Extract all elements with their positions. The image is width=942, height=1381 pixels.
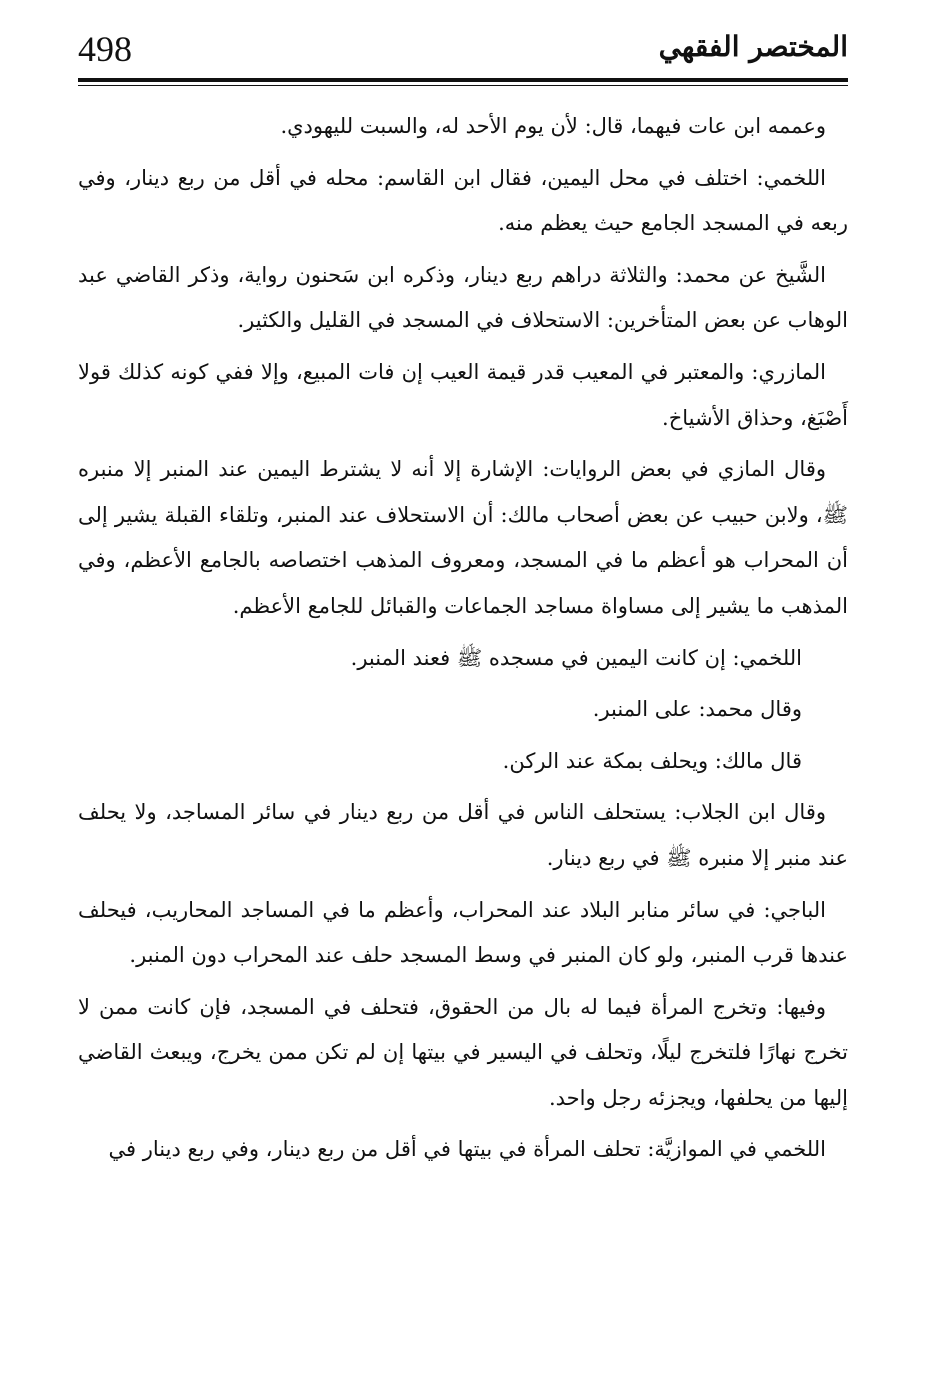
paragraph: قال مالك: ويحلف بمكة عند الركن. — [502, 748, 802, 773]
paragraph: اللخمي: إن كانت اليمين في مسجده ﷺ فعند المنبر. — [350, 645, 802, 670]
header-rule-thick — [78, 78, 848, 82]
paragraph: وقال المازي في بعض الروايات: الإشارة إلا أنه لا يشترط اليمين عند المنبر إلا منبره ﷺ، ولابن حبيب عن بعض أصحاب مالك: أن الاستحلاف عند المنبر، وتلقاء القبلة يشير إلى أن المحراب هو أعظم ما في المسجد، ومعروف المذهب اختصاصه بالجامع الأعظم، وفي المذهب ما يشير إلى مساواة مساجد الجماعات والقبائل للجامع الأعظم. — [78, 457, 848, 618]
page-header — [78, 22, 848, 86]
header-rule-thin — [78, 85, 848, 86]
paragraph: المازري: والمعتبر في المعيب قدر قيمة العيب إن فات المبيع، وإلا ففي كونه كذلك قولا أَصْبَغ، وحذاق الأشياخ. — [78, 359, 848, 430]
paragraph: وعممه ابن عات فيهما، قال: لأن يوم الأحد له، والسبت لليهودي. — [280, 114, 826, 138]
paragraph: وقال محمد: على المنبر. — [592, 697, 802, 722]
paragraph: وقال ابن الجلاب: يستحلف الناس في أقل من ربع دينار في سائر المساجد، ولا يحلف عند منبر إلا منبره ﷺ في ربع دينار. — [78, 800, 848, 870]
running-title: المختصر الفقهي — [658, 30, 848, 63]
paragraph: الباجي: في سائر منابر البلاد عند المحراب، وأعظم ما في المساجد المحاريب، فيحلف عندها قرب المنبر، ولو كان المنبر في وسط المسجد حلف عند المحراب دون المنبر. — [78, 897, 848, 968]
paragraph: الشَّيخ عن محمد: والثلاثة دراهم ربع دينار، وذكره ابن سَحنون رواية، وذكر القاضي عبد الوهاب عن بعض المتأخرين: الاستحلاف في المسجد في القليل والكثير. — [78, 262, 848, 333]
paragraph: اللخمي في الموازيَّة: تحلف المرأة في بيتها في أقل من ربع دينار، وفي ربع دينار في — [108, 1137, 826, 1162]
paragraph: وفيها: وتخرج المرأة فيما له بال من الحقوق، فتحلف في المسجد، فإن كانت ممن لا تخرج نهارًا فلتخرج ليلًا، وتحلف في اليسير في بيتها إن لم تكن ممن يخرج، ويبعث القاضي إليها من يحلفها، ويجزئه رجل واحد. — [78, 994, 848, 1110]
page-number: 498 — [78, 29, 132, 69]
page-body — [78, 104, 848, 1179]
paragraph: اللخمي: اختلف في محل اليمين، فقال ابن القاسم: محله في أقل من ربع دينار، وفي ربعه في المسجد الجامع حيث يعظم منه. — [78, 165, 848, 236]
